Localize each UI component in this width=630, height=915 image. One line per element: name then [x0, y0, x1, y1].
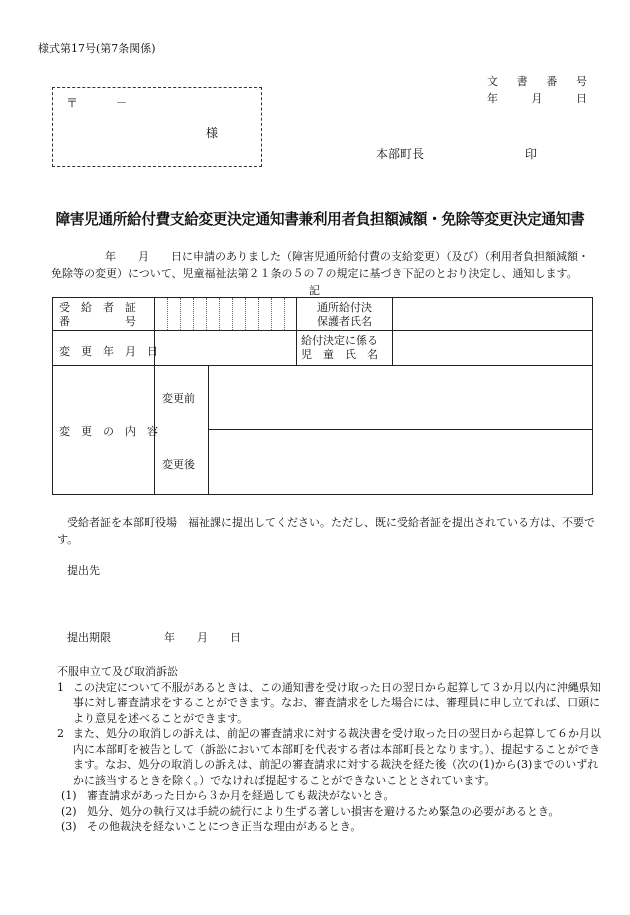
- appeal-sub-item-3: (3) その他裁決を経ないことにつき正当な理由があるとき。: [61, 820, 362, 833]
- sender-name: 本部町長: [376, 147, 425, 161]
- appeal-sub-item-2: (2) 処分、処分の執行又は手続の続行により生ずる著しい損害を避けるため緊急の必要があるとき。: [61, 804, 560, 818]
- appeal-notes: [57, 664, 602, 835]
- ki-label: 記: [309, 284, 320, 297]
- doc-number-char: 番: [546, 75, 558, 88]
- change-date-label: 変 更 年 月 日: [59, 345, 158, 358]
- date-day: 日: [576, 92, 587, 105]
- postal-mark: 〒: [66, 96, 79, 110]
- appeal-heading: 不服申立て及び取消訴訟: [57, 665, 178, 678]
- certificate-number-label: 受 給 者 証 番 号: [59, 301, 136, 328]
- appeal-item-1: 1 この決定について不服があるときは、この通知書を受け取った日の翌日から起算して３か月以内に沖縄県知事に対し審査請求をすることができます。なお、審査請求をした場合には、審理員に申し立てれば、口頭により意見を述べることができます。: [57, 680, 601, 725]
- doc-number-char: 書: [516, 75, 528, 88]
- postal-dash: －: [116, 96, 127, 109]
- submission-deadline-label: 提出期限: [67, 631, 111, 644]
- document-title: 障害児通所給付費支給変更決定通知書兼利用者負担額減額・免除等変更決定通知書: [55, 211, 585, 228]
- child-name-label: 給付決定に係る 児 童 氏 名: [301, 334, 378, 361]
- address-box: [52, 87, 262, 167]
- recipient-honorific: 様: [206, 126, 219, 140]
- document-number-label: [487, 73, 587, 89]
- seal-mark: 印: [525, 147, 538, 161]
- before-change-label: 変更前: [162, 392, 195, 405]
- details-table: [52, 297, 593, 495]
- submission-destination-label: 提出先: [67, 564, 100, 577]
- issue-date-label: [487, 90, 587, 106]
- date-year: 年: [487, 92, 498, 105]
- date-month: 月: [531, 92, 543, 105]
- guardian-name-label: 通所給付決 保護者氏名: [317, 301, 372, 328]
- form-number: 様式第17号(第7条関係): [38, 42, 156, 55]
- intro-line: 年 月 日に申請のありました（障害児通所給付費の支給変更）（及び）（利用者負担額減額・: [105, 250, 589, 263]
- appeal-item-2: 2 また、処分の取消しの訴えは、前記の審査請求に対する裁決書を受け取った日の翌日から起算して６か月以内に本部町を被告として（訴訟において本部町を代表する者は本部町長となります。）、提起することができます。なお、処分の取消しの訴えは、前記の審査請求に対する裁決を経た後（次の(1)から(3)までのいずれかに該当するときを除く。）でなければ提起することができないこととされています。: [57, 727, 601, 787]
- change-content-label: 変 更 の 内 容: [59, 425, 158, 438]
- appeal-sub-item-1: (1) 審査請求があった日から３か月を経過しても裁決がないとき。: [61, 789, 395, 802]
- intro-line: 免除等の変更）について、児童福祉法第２１条の５の７の規定に基づき下記のとおり決定し、通知します。: [51, 267, 578, 280]
- after-change-label: 変更後: [162, 458, 195, 471]
- doc-number-char: 文: [487, 75, 498, 88]
- intro-paragraph: [51, 248, 597, 282]
- submission-note: 受給者証を本部町役場 福祉課に提出してください。ただし、既に受給者証を提出されている方は、不要で す。: [57, 516, 595, 546]
- doc-number-char: 号: [575, 75, 587, 88]
- submission-deadline-date: 年 月 日: [164, 631, 241, 644]
